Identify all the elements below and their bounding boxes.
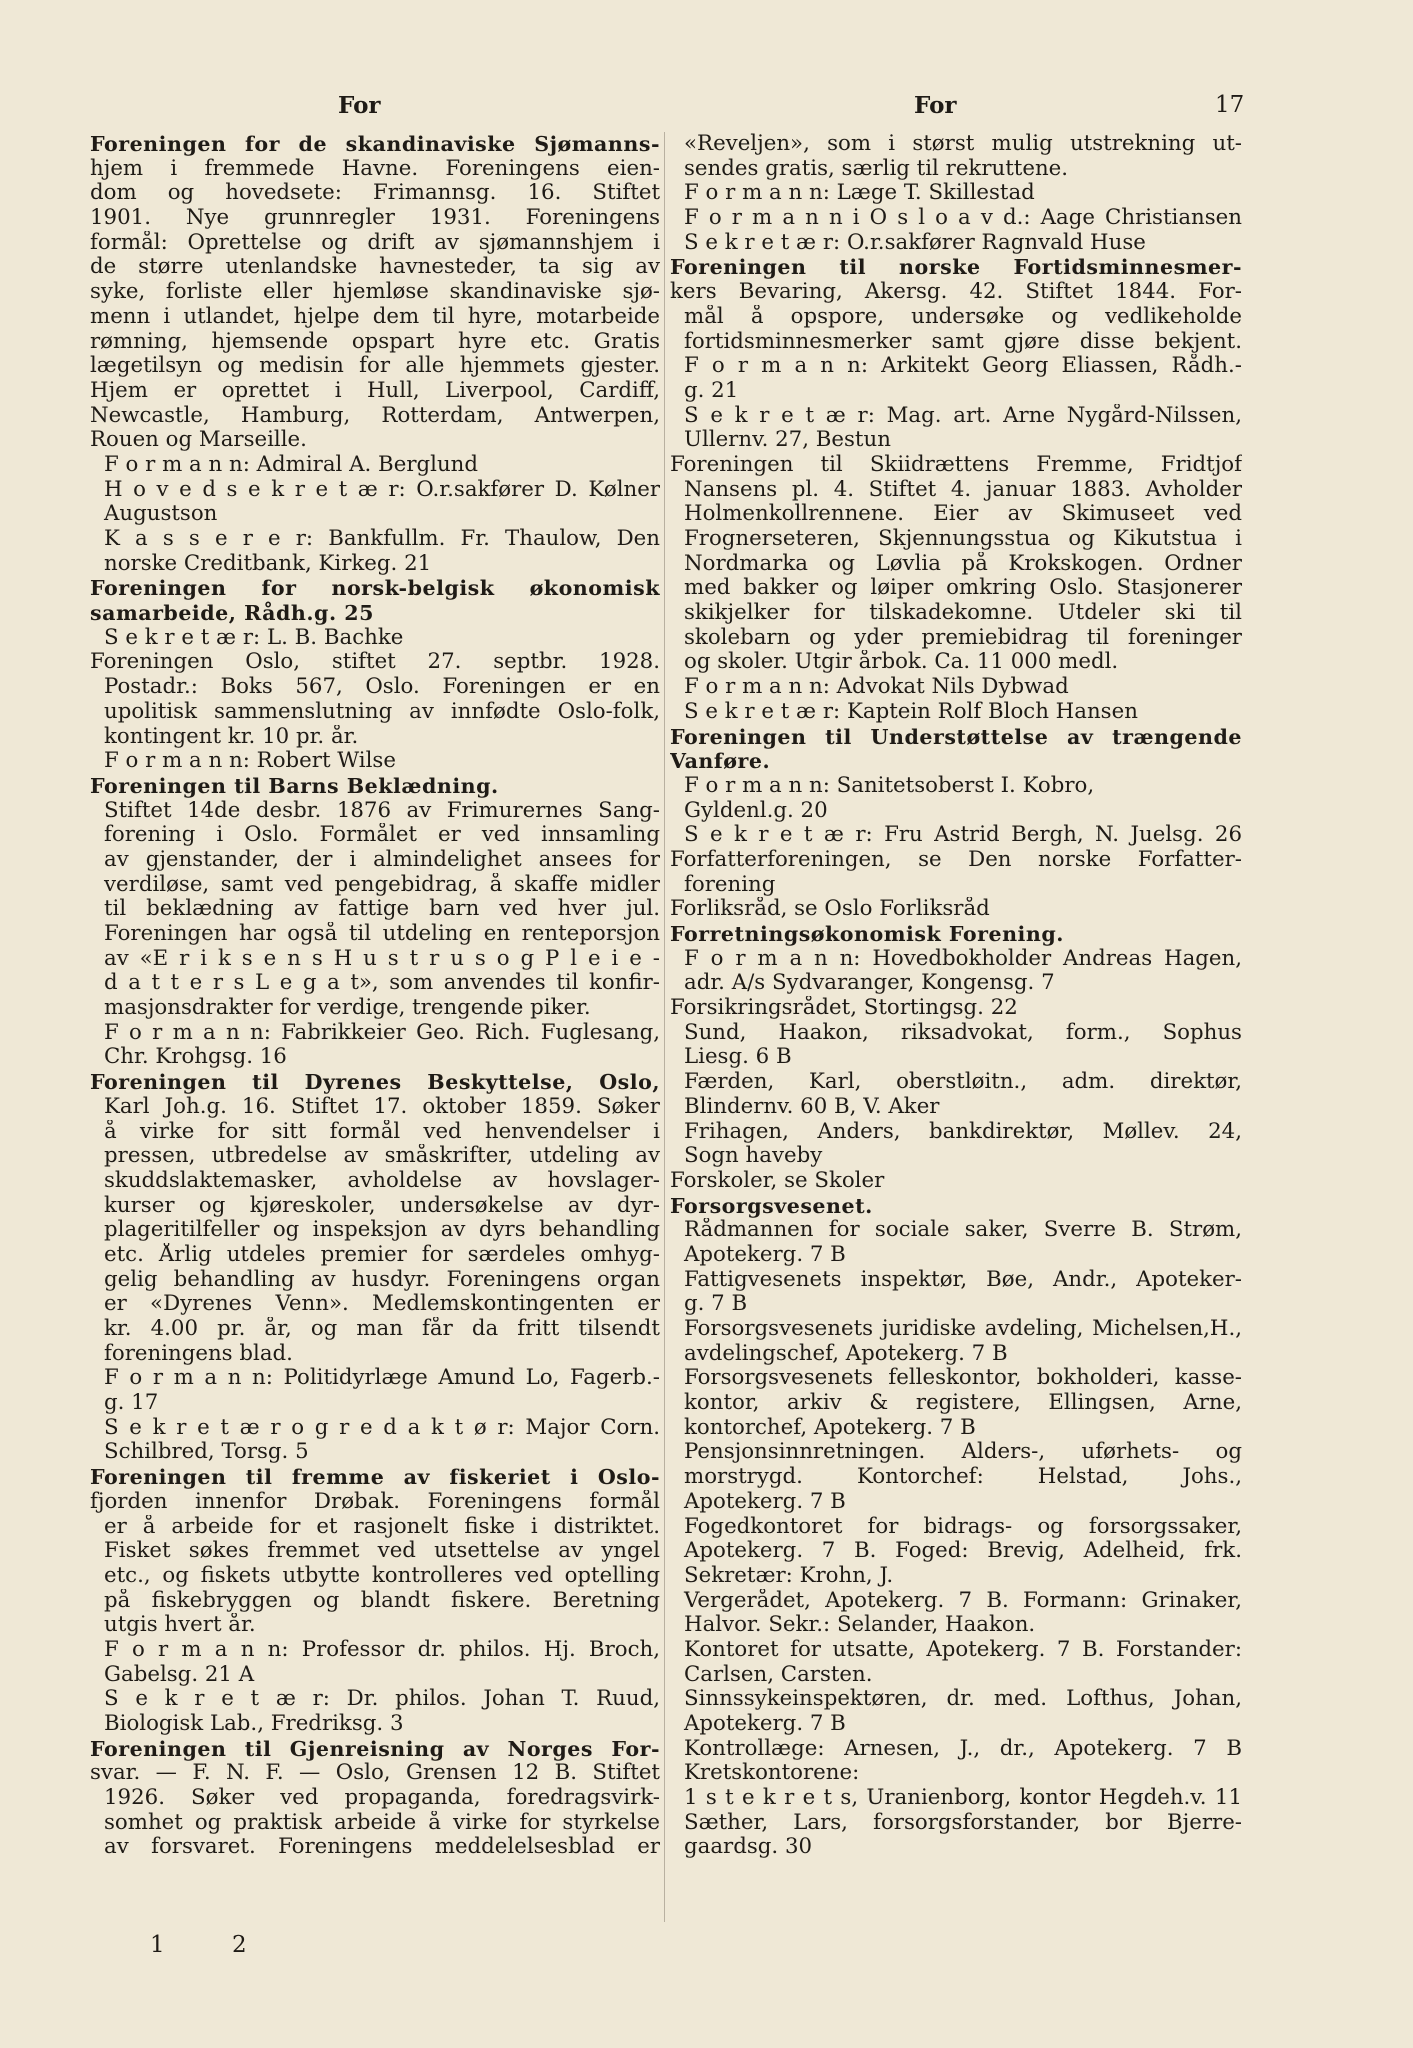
signature-mark-2: 2 [231,1932,247,1958]
text-line: Foreningen til Dyrenes Beskyttelse, Oslo, [90,1070,660,1095]
text-line: Apotekerg. 7 B [684,1712,846,1736]
signature-mark-1: 1 [150,1932,165,1958]
text-line: upolitisk sammenslutning av innfødte Oslo-folk, [104,699,660,724]
text-line: Forliksråd, se Oslo Forliksråd [670,897,990,922]
text-line: Foreningen til Barns Beklædning. [90,773,499,798]
text-line: svar. — F. N. F. — Oslo, Grensen 12 B. Stiftet [90,1761,660,1786]
text-line: g. 17 [104,1391,159,1416]
text-line: Chr. Krohgsg. 16 [104,1045,287,1070]
text-line: Forsorgsvesenets felleskontor, bokholderi, kasse- [684,1366,1242,1391]
text-line: Vanføre. [670,749,771,774]
text-line: morstrygd. Kontorchef: Helstad, Johs., [684,1465,1242,1490]
text-line: adr. A/s Sydvaranger, Kongensg. 7 [684,971,1055,996]
text-line: Forsikringsrådet, Stortingsg. 22 [670,996,1018,1021]
text-line: 1901. Nye grunnregler 1931. Foreningens [90,206,660,231]
text-line: kers Bevaring, Akersg. 42. Stiftet 1844. For- [670,280,1242,305]
text-line: Rådmannen for sociale saker, Sverre B. Strøm, [684,1218,1242,1243]
text-line: skolebarn og yder premiebidrag til foreninger [684,625,1242,650]
text-line: av «E r i k s e n s H u s t r u s o g P l e i e - [104,946,660,971]
text-line: rømning, hjemsende opspart hyre etc. Gratis [90,329,660,354]
text-line: F o r m a n n: Hovedbokholder Andreas Hagen, [684,946,1242,971]
text-line: S e k r e t æ r o g r e d a k t ø r: Major Corn. [104,1415,660,1440]
text-line: menn i utlandet, hjelpe dem til hyre, motarbeide [90,304,660,329]
text-line: F o r m a n n: Professor dr. philos. Hj. Broch, [104,1637,660,1662]
text-line: Foreningen for de skandinaviske Sjømanns- [90,132,660,156]
text-line: Færden, Karl, oberstløitn., adm. direktør, [684,1070,1242,1095]
text-line: Kontrollæge: Arnesen, J., dr., Apotekerg. 7 B [684,1736,1242,1761]
text-line: Blindernv. 60 B, V. Aker [684,1094,940,1119]
text-line: Nansens pl. 4. Stiftet 4. januar 1883. Avholder [684,477,1242,502]
text-line: dom og hovedsete: Frimannsg. 16. Stiftet [90,181,660,206]
text-line: Foreningen til fremme av fiskeriet i Oslo- [90,1465,660,1490]
text-line: og skoler. Utgir årbok. Ca. 11 000 medl. [684,650,1119,675]
text-line: Sæther, Lars, forsorgsforstander, bor Bjerre- [684,1810,1242,1835]
text-line: S e k r e t æ r: Dr. philos. Johan T. Ruud, [104,1687,660,1712]
header-left-word: For [338,92,381,119]
text-line: Hjem er oprettet i Hull, Liverpool, Cardiff, [90,378,660,403]
text-line: Holmenkollrennene. Eier av Skimuseet ved [684,502,1242,527]
text-line: K a s s e r e r: Bankfullm. Fr. Thaulow, Den [104,527,660,551]
text-line: F o r m a n n: Admiral A. Berglund [104,452,479,477]
text-line: Liesg. 6 B [684,1045,792,1070]
text-line: på fiskebryggen og blandt fiskere. Beretning [104,1588,660,1613]
text-line: Schilbred, Torsg. 5 [104,1440,309,1465]
text-line: utgis hvert år. [104,1613,256,1638]
text-line: S e k r e t æ r: Mag. art. Arne Nygård-Nilssen, [684,403,1242,428]
text-line: Kretskontorene: [684,1761,860,1786]
text-line: Sogn haveby [684,1144,823,1169]
text-line: avdelingschef, Apotekerg. 7 B [684,1341,1008,1366]
text-line: Forsorgsvesenets juridiske avdeling, Michelsen,H., [684,1317,1242,1341]
text-line: Foreningen til Understøttelse av trængende [670,724,1242,749]
text-line: S e k r e t æ r: L. B. Bachke [104,625,404,650]
text-line: til beklædning av fattige barn ved hver jul. [104,897,660,922]
text-line: skuddslaktemasker, avholdelse av hovslager- [104,1168,660,1193]
text-line: Sinnssykeinspektøren, dr. med. Lofthus, Johan, [684,1687,1242,1712]
text-line: skikjelker for tilskadekomne. Utdeler ski til [684,601,1242,626]
header-right-word: For [914,92,957,119]
text-line: Gyldenl.g. 20 [684,798,828,823]
text-line: Foreningen til norske Fortidsminnesmer- [670,255,1242,280]
text-line: Apotekerg. 7 B. Foged: Brevig, Adelheid, frk. [684,1539,1242,1564]
text-line: Stiftet 14de desbr. 1876 av Frimurernes Sang- [104,798,660,823]
text-line: Frihagen, Anders, bankdirektør, Møllev. 24, [684,1119,1242,1144]
text-line: gaardsg. 30 [684,1835,813,1860]
text-line: Apotekerg. 7 B [684,1242,846,1267]
text-line: Fogedkontoret for bidrags- og forsorgssaker, [684,1514,1242,1539]
text-line: å virke for sitt formål ved henvendelser i [104,1119,660,1144]
text-line: Fisket søkes fremmet ved utsettelse av yngel [104,1539,660,1564]
text-line: «Reveljen», som i størst mulig utstrekning ut- [684,132,1242,156]
text-line: gelig behandling av husdyr. Foreningens organ [104,1267,660,1292]
text-line: Postadr.: Boks 567, Oslo. Foreningen er en [104,675,660,700]
text-line: F o r m a n n i O s l o a v d.: Aage Christiansen [684,206,1242,231]
text-line: etc. Årlig utdeles premier for særdeles omhyg- [104,1242,660,1267]
column-divider [664,132,665,1922]
text-line: Gabelsg. 21 A [104,1662,255,1687]
text-line: sendes gratis, særlig til rekruttene. [684,156,1069,181]
text-line: kontorchef, Apotekerg. 7 B [684,1415,976,1440]
text-line: 1926. Søker ved propaganda, foredragsvirk- [104,1786,660,1811]
text-line: kurser og kjøreskoler, undersøkelse av dyr- [104,1193,660,1218]
text-line: verdiløse, samt ved pengebidrag, å skaffe midler [104,872,660,897]
text-line: d a t t e r s L e g a t», som anvendes til konfir- [104,971,660,996]
text-line: S e k r e t æ r: O.r.sakfører Ragnvald Huse [684,230,1146,255]
text-line: samarbeide, Rådh.g. 25 [90,601,374,626]
text-line: Sekretær: Krohn, J. [684,1563,894,1588]
text-line: Ullernv. 27, Bestun [684,428,891,453]
text-line: Foreningen har også til utdeling en renteporsjon [104,922,660,946]
text-line: med bakker og løiper omkring Oslo. Stasjonerer [684,576,1242,601]
text-line: hjem i fremmede Havne. Foreningens eien- [90,156,660,181]
signature-marks [150,1932,307,1958]
text-line: Forfatterforeningen, se Den norske Forfatter- [670,847,1242,872]
text-line: Halvor. Sekr.: Selander, Haakon. [684,1613,1036,1638]
running-header [0,92,1413,122]
text-line: Newcastle, Hamburg, Rotterdam, Antwerpen, [90,403,660,428]
text-line: Fattigvesenets inspektør, Bøe, Andr., Apoteker- [684,1267,1242,1292]
text-line: forening [684,872,776,897]
text-line: Forsorgsvesenet. [670,1193,873,1218]
text-line: Karl Joh.g. 16. Stiftet 17. oktober 1859. Søker [104,1094,660,1119]
text-line: er å arbeide for et rasjonelt fiske i distriktet. [104,1514,660,1539]
text-line: F o r m a n n: Robert Wilse [104,749,396,774]
text-line: Apotekerg. 7 B [684,1489,846,1514]
text-line: Augustson [104,502,218,527]
text-line: Foreningen til Gjenreisning av Norges For- [90,1736,660,1761]
text-line: av gjenstander, der i almindelighet ansees for [104,847,660,872]
text-line: H o v e d s e k r e t æ r: O.r.sakfører D. Kølner [104,477,660,502]
text-line: Vergerådet, Apotekerg. 7 B. Formann: Grinaker, [684,1588,1242,1613]
text-line: g. 7 B [684,1292,748,1317]
page-number: 17 [1215,92,1245,118]
text-line: Biologisk Lab., Fredriksg. 3 [104,1712,404,1736]
text-line: pressen, utbredelse av småskrifter, utdeling av [104,1144,660,1169]
text-line: Forskoler, se Skoler [670,1168,885,1193]
text-line: Pensjonsinnretningen. Alders-, uførhets- og [684,1440,1242,1465]
text-line: fortidsminnesmerker samt gjøre disse bekjent. [684,329,1242,354]
left-column [90,132,660,1860]
text-line: de større utenlandske havnesteder, ta sig av [90,255,660,280]
text-line: Sund, Haakon, riksadvokat, form., Sophus [684,1020,1242,1045]
text-line: 1 s t e k r e t s, Uranienborg, kontor Hegdeh.v. 11 [684,1786,1242,1811]
text-line: formål: Oprettelse og drift av sjømannshjem i [90,230,660,255]
text-line: Carlsen, Carsten. [684,1662,873,1687]
text-line: foreningens blad. [104,1341,293,1366]
text-line: Foreningen til Skiidrættens Fremme, Fridtjof [670,452,1242,477]
text-line: syke, forliste eller hjemløse skandinaviske sjø- [90,280,660,305]
text-line: plageritilfeller og inspeksjon av dyrs behandling [104,1218,660,1243]
right-column [670,132,1242,1860]
text-line: fjorden innenfor Drøbak. Foreningens formål [90,1489,660,1514]
text-line: masjonsdrakter for verdige, trengende piker. [104,996,591,1021]
text-line: F o r m a n n: Arkitekt Georg Eliassen, Rådh.- [684,354,1242,379]
text-line: F o r m a n n: Advokat Nils Dybwad [684,675,1069,700]
text-line: Kontoret for utsatte, Apotekerg. 7 B. Forstander: [684,1637,1242,1662]
text-line: F o r m a n n: Fabrikkeier Geo. Rich. Fuglesang, [104,1020,660,1045]
text-line: F o r m a n n: Læge T. Skillestad [684,181,1035,206]
text-line: somhet og praktisk arbeide å virke for styrkelse [104,1810,660,1835]
text-line: Frognerseteren, Skjennungsstua og Kikutstua i [684,527,1242,551]
text-line: Forretningsøkonomisk Forening. [670,922,1064,946]
text-line: Rouen og Marseille. [90,428,307,453]
text-line: S e k r e t æ r: Fru Astrid Bergh, N. Juelsg. 26 [684,823,1242,848]
text-line: Foreningen Oslo, stiftet 27. septbr. 1928. [90,650,660,675]
text-line: S e k r e t æ r: Kaptein Rolf Bloch Hansen [684,699,1138,724]
text-line: etc., og fiskets utbytte kontrolleres ved optelling [104,1563,660,1588]
text-line: lægetilsyn og medisin for alle hjemmets gjester. [90,354,660,379]
text-line: forening i Oslo. Formålet er ved innsamling [104,823,660,848]
text-line: kr. 4.00 pr. år, og man får da fritt tilsendt [104,1317,660,1341]
text-line: g. 21 [684,378,739,403]
text-line: av forsvaret. Foreningens meddelelsesblad er [104,1835,660,1860]
text-line: mål å opspore, undersøke og vedlikeholde [684,304,1242,329]
text-line: kontingent kr. 10 pr. år. [104,724,359,749]
text-line: norske Creditbank, Kirkeg. 21 [104,551,432,576]
text-line: F o r m a n n: Politidyrlæge Amund Lo, Fagerb.- [104,1366,660,1391]
text-line: er «Dyrenes Venn». Medlemskontingenten er [104,1292,660,1317]
text-line: kontor, arkiv & registere, Ellingsen, Arne, [684,1391,1242,1416]
text-line: F o r m a n n: Sanitetsoberst I. Kobro, [684,773,1095,798]
text-line: Foreningen for norsk-belgisk økonomisk [90,576,660,601]
text-line: Nordmarka og Løvlia på Krokskogen. Ordner [684,551,1242,576]
